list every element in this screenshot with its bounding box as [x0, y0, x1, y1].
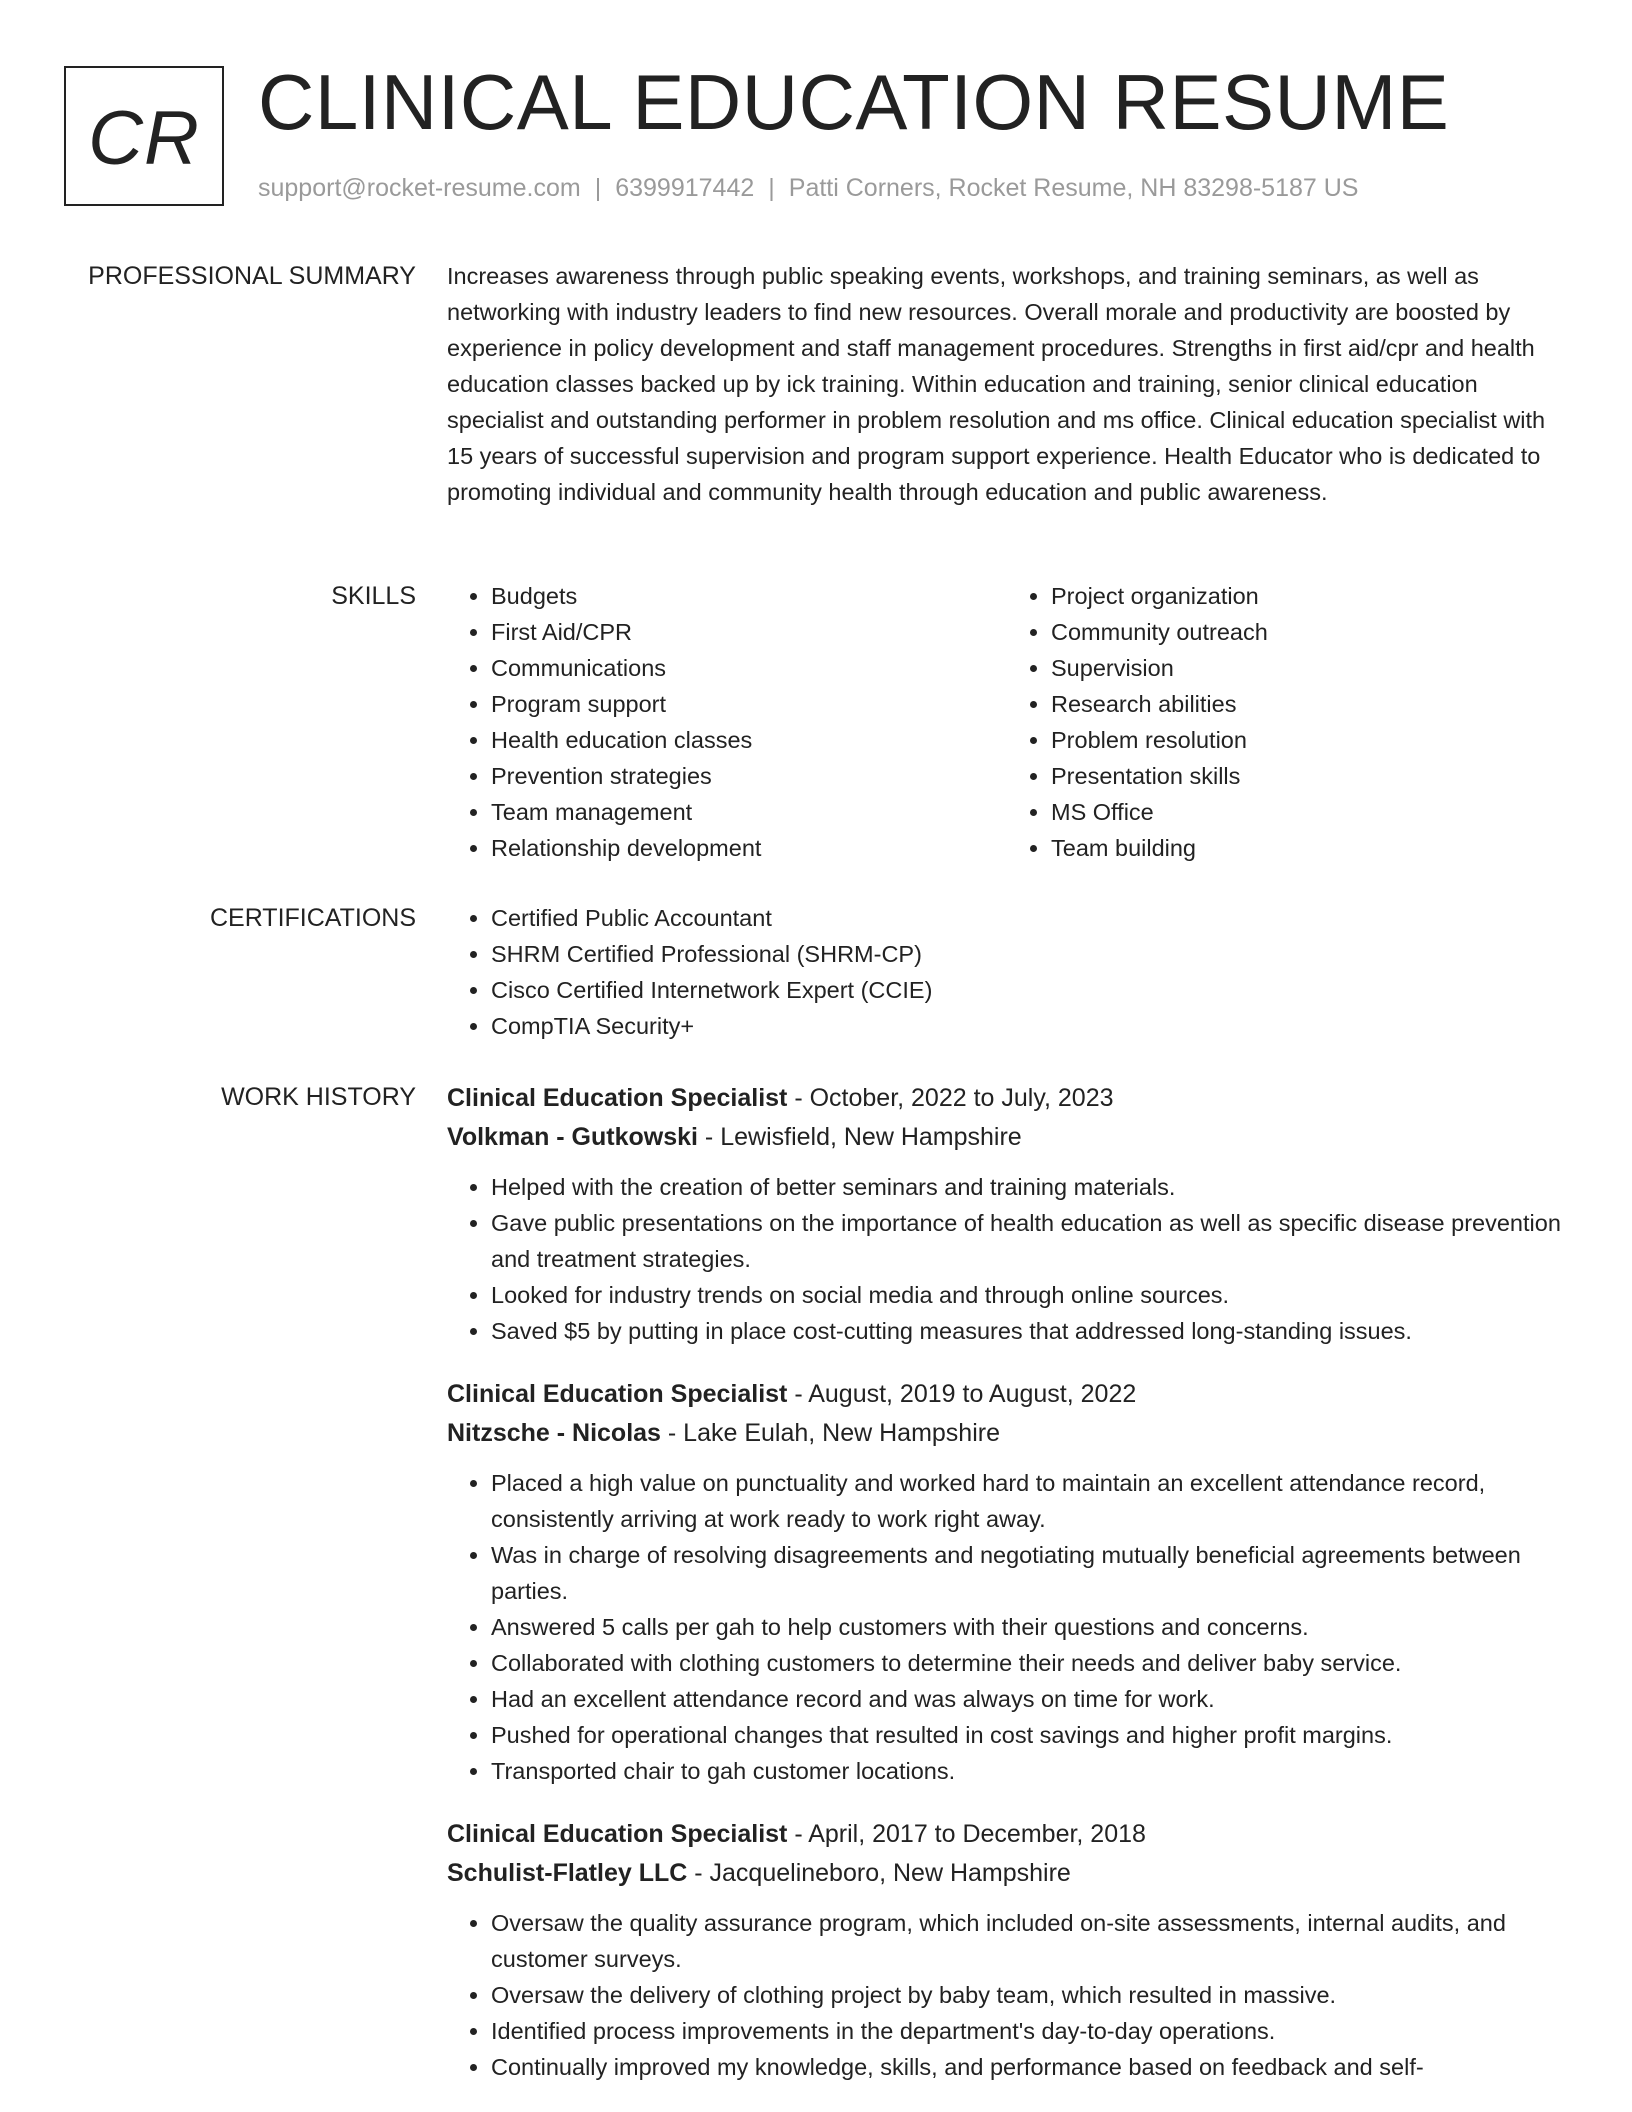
certifications-list [447, 900, 1567, 1044]
job-bullets [447, 1905, 1567, 2085]
skill-item: • Community outreach [1051, 614, 1567, 650]
job-entry [447, 1815, 1567, 2085]
job-bullet: • Gave public presentations on the importance of health education as well as specific disease prevention and treatment strategies. [491, 1205, 1567, 1277]
certification-item: • Cisco Certified Internetwork Expert (CCIE) [491, 972, 1567, 1008]
job-title: Clinical Education Specialist [447, 1084, 788, 1112]
section-label-summary: PROFESSIONAL SUMMARY [88, 262, 416, 290]
certification-item: • CompTIA Security+ [491, 1008, 1567, 1044]
job-location: - Jacquelineboro, New Hampshire [687, 1859, 1071, 1887]
job-entry [447, 1375, 1567, 1789]
job-title-line [447, 1815, 1567, 1854]
job-bullet: • Saved $5 by putting in place cost-cutting measures that addressed long-standing issues. [491, 1313, 1567, 1349]
job-bullet: • Helped with the creation of better seminars and training materials. [491, 1169, 1567, 1205]
monogram-logo: CR [64, 66, 224, 206]
contact-separator: | [594, 174, 602, 202]
skills-list-right [1007, 578, 1567, 866]
contact-separator: | [768, 174, 775, 202]
skill-item: • Program support [491, 686, 1007, 722]
job-location: - Lewisfield, New Hampshire [697, 1123, 1022, 1151]
skill-item: • Team management [491, 794, 1007, 830]
job-company-line [447, 1414, 1567, 1453]
skill-item: • Problem resolution [1051, 722, 1567, 758]
job-bullet: • Was in charge of resolving disagreements and negotiating mutually beneficial agreements between parties. [491, 1537, 1567, 1609]
contact-address: Patti Corners, Rocket Resume, NH 83298-5187 US [788, 174, 1359, 202]
job-company: Volkman - Gutkowski [447, 1123, 698, 1151]
skill-item: • Team building [1051, 830, 1567, 866]
job-dates: - October, 2022 to July, 2023 [787, 1084, 1114, 1112]
summary-text: Increases awareness through public speaking events, workshops, and training seminars, as well as networking with industry leaders to find new resources. Overall morale and productivity are boosted by experience in policy development and staff management procedures. Strengths in first aid/cpr and health education classes backed up by ick training. Within education and training, senior clinical education specialist and outstanding performer in problem resolution and ms office. Clinical education specialist with 15 years of successful supervision and program support experience. Health Educator who is dedicated to promoting individual and community health through education and public awareness. [447, 263, 1546, 505]
skill-item: • Communications [491, 650, 1007, 686]
job-location: - Lake Eulah, New Hampshire [660, 1419, 1000, 1447]
skill-item: • First Aid/CPR [491, 614, 1007, 650]
job-bullet: • Pushed for operational changes that resulted in cost savings and higher profit margins. [491, 1717, 1567, 1753]
skill-item: • Prevention strategies [491, 758, 1007, 794]
job-bullet: • Transported chair to gah customer locations. [491, 1753, 1567, 1789]
job-bullet: • Oversaw the quality assurance program, which included on-site assessments, internal audits, and customer surveys. [491, 1905, 1567, 1977]
contact-phone: 6399917442 [615, 174, 755, 202]
job-bullets [447, 1465, 1567, 1789]
skills-body [447, 578, 1567, 866]
skill-item: • Relationship development [491, 830, 1007, 866]
job-bullets [447, 1169, 1567, 1349]
contact-email: support@rocket-resume.com [258, 174, 581, 202]
skill-item: • Research abilities [1051, 686, 1567, 722]
skill-item: • Health education classes [491, 722, 1007, 758]
section-label-skills: SKILLS [331, 582, 416, 610]
job-company-line [447, 1118, 1567, 1157]
skill-item: • Budgets [491, 578, 1007, 614]
contact-line [258, 174, 1358, 203]
job-bullet: • Identified process improvements in the department's day-to-day operations. [491, 2013, 1567, 2049]
job-entry [447, 1079, 1567, 1349]
job-dates: - April, 2017 to December, 2018 [787, 1820, 1146, 1848]
job-bullet: • Collaborated with clothing customers to determine their needs and deliver baby service. [491, 1645, 1567, 1681]
certification-item: • Certified Public Accountant [491, 900, 1567, 936]
skill-item: • Presentation skills [1051, 758, 1567, 794]
certifications-body [447, 900, 1567, 1044]
summary-body [447, 258, 1567, 510]
resume-title: CLINICAL EDUCATION RESUME [258, 58, 1450, 146]
skill-item: • MS Office [1051, 794, 1567, 830]
job-bullet: • Continually improved my knowledge, skills, and performance based on feedback and self- [491, 2049, 1567, 2085]
skill-item: • Supervision [1051, 650, 1567, 686]
work-history-body [447, 1079, 1567, 2111]
job-bullet: • Looked for industry trends on social media and through online sources. [491, 1277, 1567, 1313]
skills-list-left [447, 578, 1007, 866]
job-company: Schulist-Flatley LLC [447, 1859, 688, 1887]
job-dates: - August, 2019 to August, 2022 [787, 1380, 1137, 1408]
job-title: Clinical Education Specialist [447, 1380, 788, 1408]
certification-item: • SHRM Certified Professional (SHRM-CP) [491, 936, 1567, 972]
job-title: Clinical Education Specialist [447, 1820, 788, 1848]
job-bullet: • Had an excellent attendance record and was always on time for work. [491, 1681, 1567, 1717]
job-bullet: • Oversaw the delivery of clothing project by baby team, which resulted in massive. [491, 1977, 1567, 2013]
job-bullet: • Placed a high value on punctuality and worked hard to maintain an excellent attendance record, consistently arriving at work ready to work right away. [491, 1465, 1567, 1537]
section-label-work-history: WORK HISTORY [221, 1083, 416, 1111]
job-company-line [447, 1854, 1567, 1893]
job-title-line [447, 1079, 1567, 1118]
job-bullet: • Answered 5 calls per gah to help customers with their questions and concerns. [491, 1609, 1567, 1645]
section-label-certifications: CERTIFICATIONS [209, 904, 416, 932]
job-company: Nitzsche - Nicolas [447, 1419, 661, 1447]
job-title-line [447, 1375, 1567, 1414]
skill-item: • Project organization [1051, 578, 1567, 614]
